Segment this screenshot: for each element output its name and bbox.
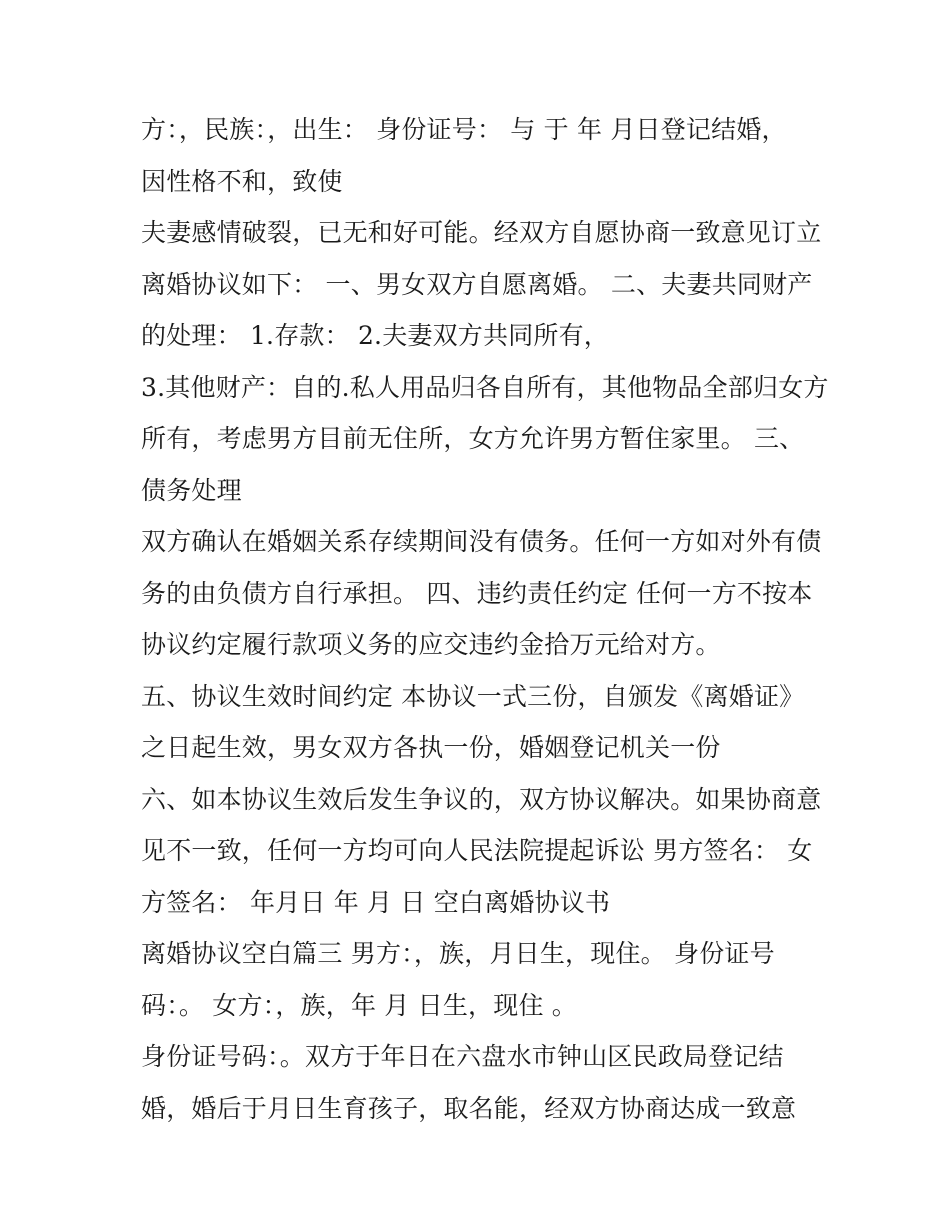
text-line: 方签名： 年月日 年 月 日 空白离婚协议书 [141,887,611,917]
text-line: 离婚协议空白篇三 男方：，族，月日生，现住。 身份证号 [141,939,775,968]
text-line: 离婚协议如下： 一、男女双方自愿离婚。 二、夫妻共同财产 [141,269,813,299]
text-line: 见不一致，任何一方均可向人民法院提起诉讼 男方签名： 女 [141,836,813,865]
text-line: 务的由负债方自行承担。 四、违约责任约定 任何一方不按本 [141,578,813,608]
text-line: 协议约定履行款项义务的应交违约金拾万元给对方。 [141,630,721,659]
text-line: 婚，婚后于月日生育孩子，取名能，经双方协商达成一致意 [141,1093,797,1123]
text-line: 码：。 女方：，族，年 月 日生，现住 。 [141,990,577,1020]
text-line: 之日起生效，男女双方各执一份，婚姻登记机关一份 [141,733,721,762]
text-line: 因性格不和，致使 [141,166,343,196]
document-body [141,104,829,1134]
text-line: 夫妻感情破裂，已无和好可能。经双方自愿协商一致意见订立 [141,218,822,247]
text-line: 五、协议生效时间约定 本协议一式三份，自颁发《离婚证》 [141,681,805,711]
text-line: 双方确认在婚姻关系存续期间没有债务。任何一方如对外有债 [141,527,822,556]
text-line: 所有，考虑男方目前无住所，女方允许男方暂住家里。 三、 [141,424,805,453]
text-line: 方：，民族：，出生： 身份证号： 与 于 年 月日登记结婚， [141,115,787,144]
text-line: 债务处理 [141,475,242,505]
text-line: 六、如本协议生效后发生争议的，双方协议解决。如果协商意 [141,784,822,814]
text-line: 身份证号码：。双方于年日在六盘水市钟山区民政局登记结 [141,1042,784,1071]
text-line: 的处理： 1.存款： 2.夫妻双方共同所有， [141,321,610,350]
text-line: 3.其他财产：自的.私人用品归各自所有，其他物品全部归女方 [141,372,829,402]
